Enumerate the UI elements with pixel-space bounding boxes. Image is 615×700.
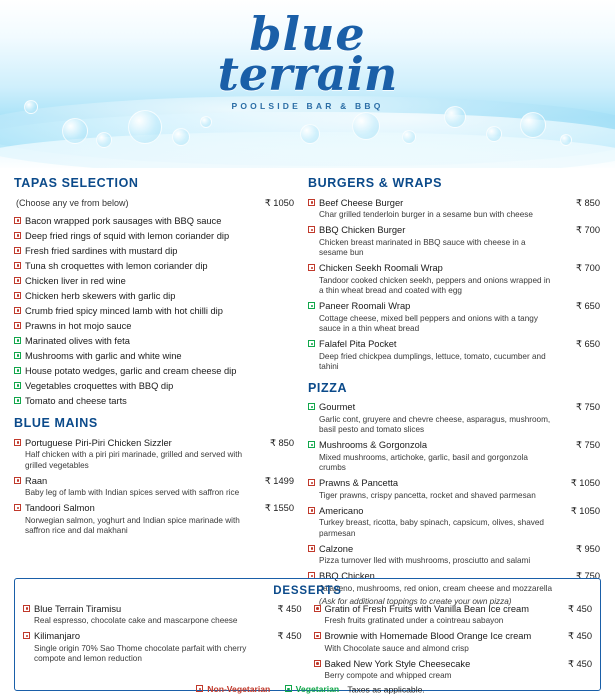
menu-item-price: ₹ 850: [269, 437, 294, 448]
menu-item-name: Portuguese Piri-Piri Chicken Sizzler: [25, 437, 172, 448]
menu-item-description: Chicken breast marinated in BBQ sauce with cheese in a sesame bun: [319, 237, 526, 257]
logo-line-blue: blue: [249, 7, 366, 61]
veg-marker-icon: [14, 382, 21, 389]
bubble-icon: [402, 130, 416, 144]
menu-item: [14, 213, 294, 228]
menu-item-description: Garlic cont, gruyere and chevre cheese, asparagus, mushroom, basil pesto and tomato slices: [319, 414, 551, 434]
menu-item-price: ₹ 850: [575, 197, 600, 208]
menu-item-price: ₹ 750: [575, 402, 600, 412]
menu-item-name: Americano: [319, 505, 364, 516]
menu-item-name: Kilimanjaro: [34, 631, 80, 641]
nonveg-marker-icon: [14, 439, 21, 446]
menu-item: [14, 258, 294, 273]
menu-item-name: Tandoori Salmon: [25, 503, 95, 513]
menu-item-price: ₹ 1550: [264, 503, 294, 513]
nonveg-marker-icon: [14, 477, 21, 484]
menu-item-name: Falafel Pita Pocket: [319, 339, 397, 349]
bubble-icon: [200, 116, 212, 128]
bubble-icon: [300, 124, 320, 144]
section-title-burgers: BURGERS & WRAPS: [308, 176, 443, 190]
menu-item-name: Crumb fried spicy minced lamb with hot chilli dip: [25, 305, 223, 316]
menu-item: [308, 438, 600, 453]
menu-item-description: Berry compote and whipped cream: [324, 671, 452, 680]
nonveg-marker-icon: [14, 217, 21, 224]
menu-item-name: Raan: [25, 475, 48, 486]
menu-item-name: Mushrooms & Gorgonzola: [319, 440, 427, 450]
menu-item: [308, 261, 600, 276]
menu-item: [14, 435, 294, 450]
menu-item-price: ₹ 950: [575, 543, 600, 554]
veg-marker-icon: [308, 302, 315, 309]
menu-item-name: Marinated olives with feta: [25, 335, 130, 346]
nonveg-marker-icon: [14, 292, 21, 299]
menu-item-name: Fresh fried sardines with mustard dip: [25, 245, 178, 256]
menu-item-name: Vegetables croquettes with BBQ dip: [25, 380, 174, 391]
menu-item: [314, 629, 593, 644]
bubble-icon: [96, 132, 112, 148]
menu-item-description: Tiger prawns, crispy pancetta, rocket and shaved parmesan: [319, 490, 536, 500]
nonveg-marker-icon: [14, 322, 21, 329]
desserts-panel: [14, 578, 601, 691]
menu-item-name: Prawns & Pancetta: [319, 478, 399, 488]
menu-item-price: ₹ 450: [567, 631, 592, 641]
menu-item: [23, 601, 302, 616]
menu-item: [14, 363, 294, 378]
menu-item: [314, 656, 593, 671]
menu-item-name: Tomato and cheese tarts: [25, 395, 127, 406]
menu-item-name: Beef Cheese Burger: [319, 197, 404, 208]
nonveg-marker-icon: [23, 632, 30, 639]
bubble-icon: [560, 134, 572, 146]
menu-item: [314, 601, 593, 616]
menu-item-price: ₹ 450: [277, 603, 302, 614]
menu-item-price: ₹ 450: [277, 631, 302, 641]
menu-item: [308, 337, 600, 352]
veg-marker-icon: [14, 367, 21, 374]
menu-item: [14, 333, 294, 348]
menu-item-price: ₹ 1499: [264, 475, 294, 486]
veg-marker-icon: [14, 397, 21, 404]
menu-item-description: Norwegian salmon, yoghurt and Indian spice marinade with saffron rice and dal makhani: [25, 515, 240, 535]
left-column: [14, 168, 294, 606]
legend-nonveg: [196, 684, 270, 694]
bubble-icon: [62, 118, 88, 144]
menu-item: [308, 400, 600, 415]
menu-item: [308, 223, 600, 238]
menu-item-name: Chicken Seekh Roomali Wrap: [319, 263, 443, 273]
nonveg-marker-icon: [308, 226, 315, 233]
section-title-blue-mains: BLUE MAINS: [14, 416, 98, 430]
menu-item-name: Chicken herb skewers with garlic dip: [25, 290, 176, 301]
brand-logo: [0, 7, 615, 111]
tapas-note-row: [14, 195, 294, 213]
menu-item: [14, 393, 294, 408]
tapas-list: [14, 213, 294, 408]
menu-item-description: Fresh fruits gratinated under a cointreau sabayon: [324, 616, 504, 625]
nonveg-marker-icon: [23, 605, 30, 612]
menu-item: [308, 503, 600, 518]
menu-item-description: Cottage cheese, mixed bell peppers and onions with a tangy sauce in a thin wheat bread: [319, 313, 538, 333]
menu-item-price: ₹ 650: [575, 301, 600, 311]
menu-item: [308, 299, 600, 314]
nonveg-marker-icon: [14, 232, 21, 239]
pizza-footnote: (Ask for additional toppings to create your own pizza): [319, 597, 512, 606]
nonveg-marker-icon: [14, 262, 21, 269]
menu-item-description: With Chocolate sauce and almond crisp: [324, 643, 469, 653]
menu-item-price: ₹ 700: [575, 263, 600, 273]
bubble-icon: [128, 110, 162, 144]
menu-item-description: Real espresso, chocolate cake and mascarpone cheese: [34, 616, 238, 625]
menu-item-description: Pizza turnover lled with mushrooms, prosciutto and salami: [319, 556, 531, 565]
menu-item-price: ₹ 700: [575, 225, 600, 235]
nonveg-marker-icon: [308, 199, 315, 206]
menu-item-description: Deep fried chickpea dumplings, lettuce, tomato, cucumber and tahini: [319, 351, 546, 371]
bubble-icon: [486, 126, 502, 142]
nonveg-marker-icon: [308, 264, 315, 271]
header-banner: [0, 0, 615, 168]
menu-item-price: ₹ 1050: [570, 478, 600, 488]
menu-item-name: Chicken liver in red wine: [25, 275, 126, 286]
menu-item-price: ₹ 750: [575, 440, 600, 450]
veg-marker-icon: [308, 403, 315, 410]
nonveg-marker-icon: [314, 632, 321, 639]
menu-item-name: Gourmet: [319, 402, 356, 412]
nonveg-marker-icon: [14, 277, 21, 284]
menu-item-description: Baby leg of lamb with Indian spices served with saffron rice: [25, 488, 240, 497]
menu-item: [23, 629, 302, 644]
menu-item-description: Mixed mushrooms, artichoke, garlic, basil and gorgonzola crumbs: [319, 452, 528, 472]
legend-veg: [285, 684, 339, 694]
menu-item-name: House potato wedges, garlic and cream cheese dip: [25, 365, 237, 376]
nonveg-marker-icon: [314, 605, 321, 612]
menu-item-description: Char grilled tenderloin burger in a sesame bun with cheese: [319, 210, 533, 219]
menu-item-price: ₹ 750: [575, 571, 600, 581]
nonveg-marker-icon: [308, 507, 315, 514]
menu-content: [0, 168, 615, 606]
section-title-pizza: PIZZA: [308, 380, 348, 395]
section-title-desserts: DESSERTS: [273, 585, 342, 597]
burgers-list: [308, 195, 600, 373]
menu-item-name: BBQ Chicken Burger: [319, 225, 406, 235]
menu-item: [14, 228, 294, 243]
menu-item-name: BBQ Chicken: [319, 571, 375, 581]
taxes-note: Taxes as applicable.: [347, 684, 425, 694]
tapas-price: ₹ 1050: [264, 197, 294, 208]
menu-item: [14, 288, 294, 303]
bubble-icon: [172, 128, 190, 146]
nonveg-marker-icon: [314, 660, 321, 667]
menu-item: [14, 318, 294, 333]
menu-item: [308, 476, 600, 491]
menu-item-name: Tuna sh croquettes with lemon coriander dip: [25, 260, 208, 271]
footer-legend: [0, 684, 615, 695]
menu-item: [14, 473, 294, 488]
logo-line-terrain: terrain: [217, 47, 398, 101]
menu-item-name: Deep fried rings of squid with lemon coriander dip: [25, 230, 230, 241]
pizza-list: [308, 400, 600, 595]
nonveg-marker-icon: [14, 307, 21, 314]
menu-item-description: Jalapeno, mushrooms, red onion, cream cheese and mozzarella: [319, 583, 553, 593]
menu-item-name: Mushrooms with garlic and white wine: [25, 350, 182, 361]
nonveg-marker-icon: [308, 545, 315, 552]
menu-item-name: Prawns in hot mojo sauce: [25, 320, 132, 331]
veg-marker-icon: [308, 441, 315, 448]
menu-item-price: ₹ 1050: [570, 505, 600, 516]
menu-item: [308, 541, 600, 556]
desserts-right-list: [314, 601, 593, 684]
veg-marker-icon: [14, 337, 21, 344]
legend-veg-label: Vegetarian: [295, 683, 340, 694]
logo-tagline: POOLSIDE BAR & BBQ: [231, 101, 384, 111]
bubble-icon: [352, 112, 380, 140]
blue-mains-list: [14, 435, 294, 537]
menu-item-name: Gratin of Fresh Fruits with Vanilla Bean Ice cream: [324, 603, 529, 614]
menu-item: [14, 243, 294, 258]
menu-item-name: Paneer Roomali Wrap: [319, 301, 411, 311]
menu-item-name: Baked New York Style Cheesecake: [324, 658, 471, 669]
menu-item: [14, 303, 294, 318]
menu-item-price: ₹ 450: [567, 603, 592, 614]
veg-marker-icon: [285, 685, 292, 692]
section-title-tapas: TAPAS SELECTION: [14, 176, 139, 190]
menu-item-price: ₹ 650: [575, 339, 600, 349]
menu-item-description: Tandoor cooked chicken seekh, peppers and onions wrapped in a thin wheat bread and coated with egg: [319, 275, 551, 295]
veg-marker-icon: [14, 352, 21, 359]
nonveg-marker-icon: [14, 247, 21, 254]
legend-nonveg-label: Non-Vegetarian: [207, 683, 271, 694]
nonveg-marker-icon: [308, 479, 315, 486]
menu-item: [308, 195, 600, 210]
menu-item: [14, 273, 294, 288]
veg-marker-icon: [308, 340, 315, 347]
menu-item-price: ₹ 450: [567, 658, 592, 669]
menu-item: [14, 348, 294, 363]
right-column: [308, 168, 600, 606]
tapas-note: (Choose any ve from below): [16, 197, 129, 208]
menu-item-name: Brownie with Homemade Blood Orange Ice cream: [324, 631, 532, 641]
menu-item-name: Calzone: [319, 543, 354, 554]
menu-item-name: Bacon wrapped pork sausages with BBQ sauce: [25, 215, 222, 226]
bubble-icon: [520, 112, 546, 138]
menu-item: [14, 378, 294, 393]
menu-item-description: Single origin 70% Sao Thome chocolate parfait with cherry compote and lemon reduction: [34, 643, 247, 663]
nonveg-marker-icon: [14, 504, 21, 511]
nonveg-marker-icon: [196, 685, 203, 692]
menu-item-description: Turkey breast, ricotta, baby spinach, capsicum, olives, shaved parmesan: [319, 518, 544, 538]
desserts-left-list: [23, 601, 302, 684]
menu-item-name: Blue Terrain Tiramisu: [34, 603, 122, 614]
menu-item-description: Half chicken with a piri piri marinade, grilled and served with grilled vegetables: [25, 450, 243, 470]
menu-item: [14, 501, 294, 516]
